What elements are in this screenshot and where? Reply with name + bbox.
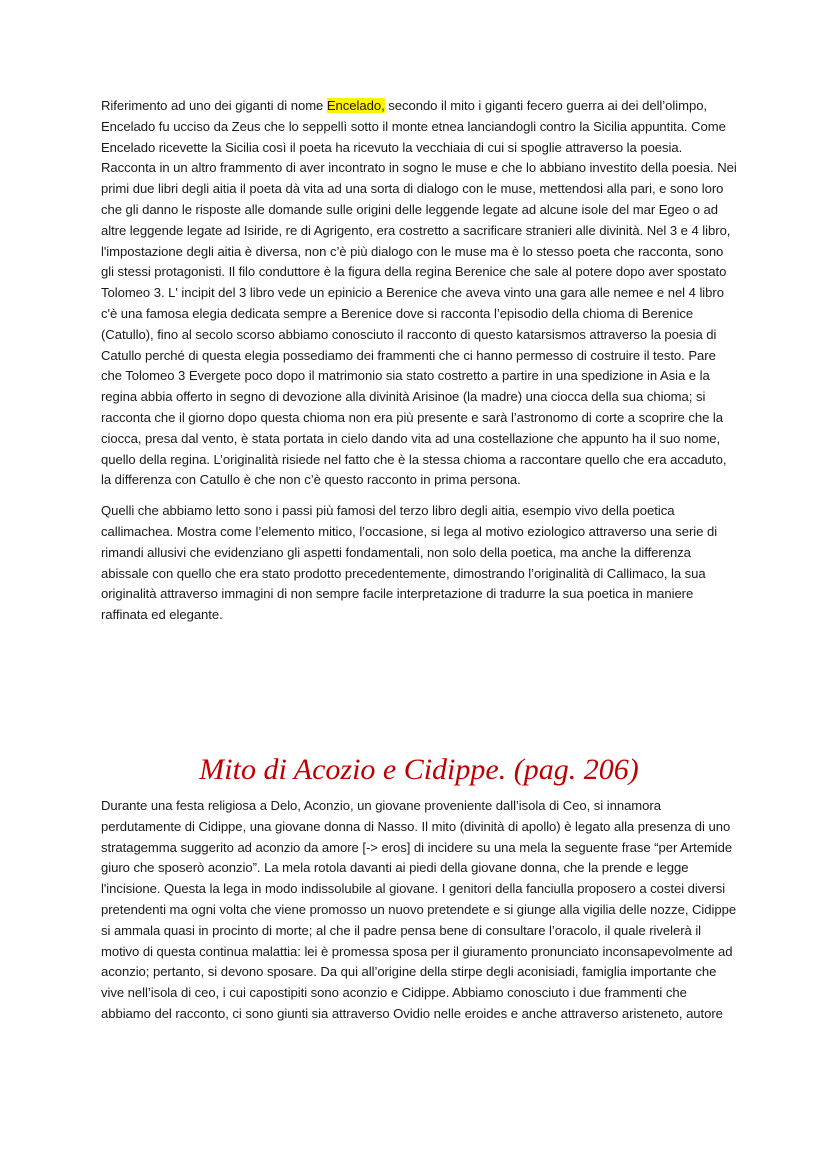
highlighted-word-encelado: Encelado, [326,98,385,113]
document-body-bottom [101,796,737,1025]
paragraph-poetica-callimachea: Quelli che abbiamo letto sono i passi più famosi del terzo libro degli aitia, esempio vivo della poetica callimachea. Mostra come l’elemento mitico, l’occasione, si lega al motivo eziologico attraverso una serie di rimandi allusivi che evidenziano gli aspetti fondamentali, non solo della poetica, ma anche la differenza abissale con quello che era stato prodotto precedentemente, dimostrando l’originalità di Callimaco, la sua originalità attraverso immagini di non sempre facile interpretazione di tradurre la sua poetica in maniere raffinata ed elegante. [101,503,718,623]
document-body-top [101,96,737,626]
paragraph-encelado-start: Riferimento ad uno dei giganti di nome [101,98,327,113]
paragraph-aconzio-cidippe: Durante una festa religiosa a Delo, Aconzio, un giovane proveniente dall’isola di Ceo, si innamora perdutamente di Cidippe, una giovane donna di Nasso. Il mito (divinità di apollo) è legato alla presenza di uno stratagemma suggerito ad aconzio da amore [-> eros] di incidere su una mela la seguente frase “per Artemide giuro che sposerò aconzio”. La mela rotola davanti ai piedi della giovane donna, che la prende e legge l'incisione. Questa la lega in modo indissolubile al giovane. I genitori della fanciulla proposero a costei diversi pretendenti ma ogni volta che viene promosso un nuovo pretendete e si giunge alla vigilia delle nozze, Cidippe si ammala quasi in procinto di morte; al che il padre pensa bene di consultare l’oracolo, il quale rivelerà il motivo di questa continua malattia: lei è promessa sposa per il giuramento pronunciato inconsapevolmente ad aconzio; pertanto, si devono sposare. Da qui all’origine della stirpe degli aconisiadi, famiglia importante che vive nell’isola di ceo, i cui capostipiti sono aconzio e Cidippe. Abbiamo conosciuto i due frammenti che abbiamo del racconto, ci sono giunti sia attraverso Ovidio nelle eroides e anche attraverso aristeneto, autore [101,798,737,1021]
section-heading: Mito di Acozio e Cidippe. (pag. 206) [199,753,639,786]
paragraph-encelado [101,96,737,491]
paragraph-encelado-rest: secondo il mito i giganti fecero guerra ai dei dell’olimpo, Encelado fu ucciso da Zeus che lo seppellì sotto il monte etnea lanciandogli contro la Sicilia appuntita. Come Encelado ricevette la Sicilia così il poeta ha ricevuto la vecchiaia di cui si spoglie attraverso la poesia. Racconta in un altro frammento di aver incontrato in sogno le muse e che lo abbiano investito della poesia. Nei primi due libri degli aitia il poeta dà vita ad una sorta di dialogo con le muse, mettendosi alla pari, e sono loro che gli danno le risposte alle domande sulle origini delle leggende legate ad alcune isole del mar Egeo o ad altre leggende legate ad Isiride, re di Agrigento, era costretto a sacrificare stranieri alle divinità. Nel 3 e 4 libro, l'impostazione degli aitia è diversa, non c’è più dialogo con le muse ma è lo stesso poeta che racconta, sono gli stessi protagonisti. Il filo conduttore è la figura della regina Berenice che sale al potere dopo aver spostato Tolomeo 3. L' incipit del 3 libro vede un epinicio a Berenice che aveva vinto una gara alle nemee e nel 4 libro c'è una famosa elegia dedicata sempre a Berenice dove si racconta l’episodio della chioma di Berenice (Catullo), fino al secolo scorso abbiamo conosciuto il racconto di questo katarsismos attraverso la poesia di Catullo perché di questa elegia possediamo dei frammenti che ci hanno permesso di costruire il testo. Pare che Tolomeo 3 Evergete poco dopo il matrimonio sia stato costretto a partire in una spedizione in Asia e la regina abbia offerto in segno di devozione alla divinità Arisinoe (la madre) una ciocca della sua chioma; si racconta che il giorno dopo questa chioma non era più presente e sarà l’astronomo di corte a scoprire che la ciocca, presa dal vento, è stata portata in cielo dando vita ad una costellazione che appunto ha il suo nome, quello della regina. L’originalità risiede nel fatto che è la stessa chioma a raccontare quello che era accaduto, la differenza con Catullo è che non c’è questo racconto in prima persona. [101,98,737,488]
